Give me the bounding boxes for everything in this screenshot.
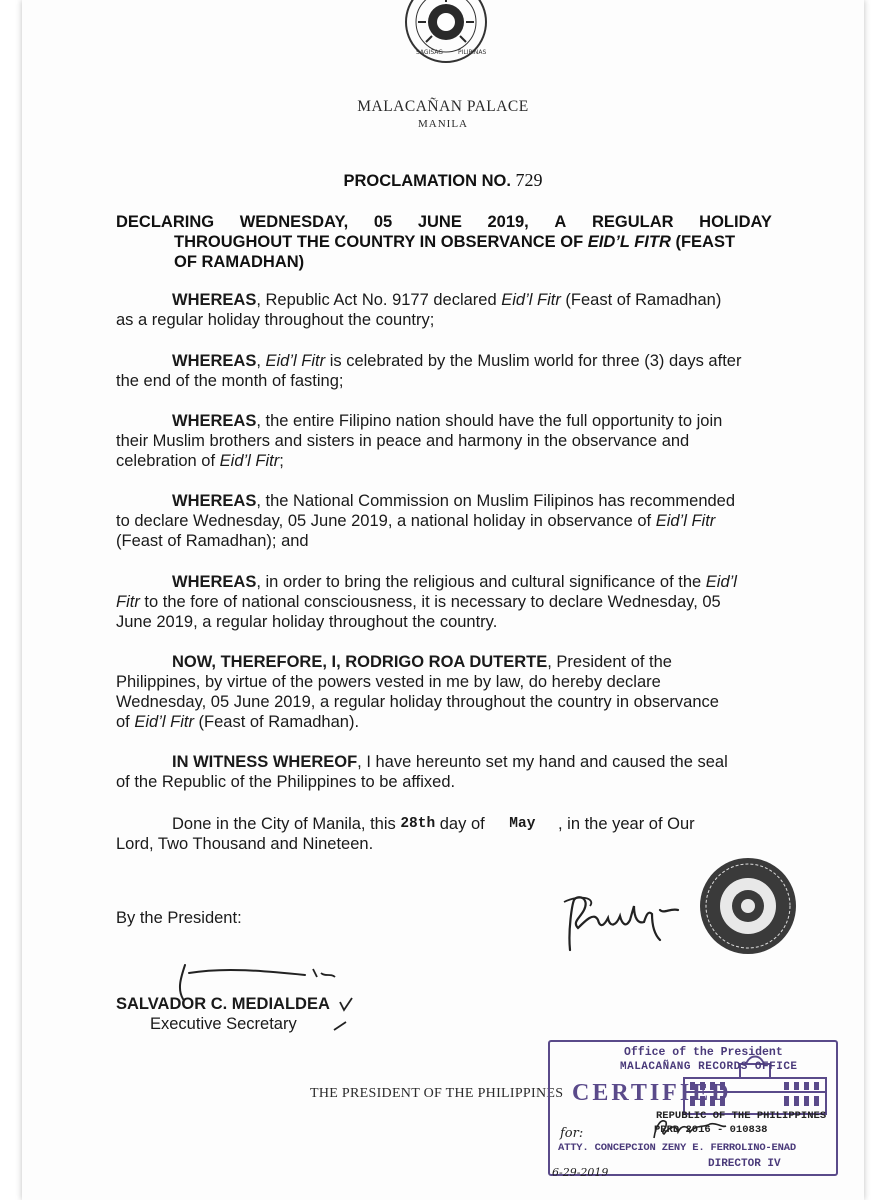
stamp-certified-label: CERTIFIED xyxy=(572,1080,732,1106)
whereas-clause-1: WHEREAS, Republic Act No. 9177 declared Eid’l Fitr (Feast of Ramadhan) as a regular holiday throughout the country; xyxy=(116,291,722,329)
heading-word: A xyxy=(554,213,567,231)
proclamation-heading xyxy=(116,212,772,272)
operative-clause: NOW, THEREFORE, I, RODRIGO ROA DUTERTE, President of the Philippines, by virtue of the powers vested in me by law, do hereby declare Wednesday, 05 June 2019, a regular holiday throughout the country in observance of Eid’l Fitr (Feast of Ramadhan). xyxy=(116,653,719,731)
proclamation-title: PROCLAMATION NO. 729 xyxy=(343,170,543,190)
stamp-attorney-name: ATTY. CONCEPCION ZENY E. FERROLINO-ENAD xyxy=(558,1142,796,1154)
heading-line-1 xyxy=(116,212,772,232)
secretary-title: Executive Secretary xyxy=(150,1015,297,1033)
secretary-name: SALVADOR C. MEDIALDEA xyxy=(116,995,330,1013)
stamp-office: Office of the President xyxy=(624,1046,783,1059)
heading-word: 05 xyxy=(373,213,393,231)
official-seal-stamp-icon xyxy=(696,854,800,958)
heading-line-2: THROUGHOUT THE COUNTRY IN OBSERVANCE OF EID’L FITR (FEAST xyxy=(174,233,736,251)
heading-line-3: OF RAMADHAN) xyxy=(174,253,305,271)
stamp-date-note: 6-29-2019 xyxy=(552,1166,609,1179)
whereas-clause-4: WHEREAS, the National Commission on Muslim Filipinos has recommended to declare Wednesday, 05 June 2019, a national holiday in observance of Eid’l Fitr (Feast of Ramadhan); and xyxy=(116,492,736,550)
president-signature xyxy=(560,880,690,960)
certified-true-copy-stamp xyxy=(548,1040,838,1176)
month-fill-in: May xyxy=(509,816,536,832)
done-clause: Done in the City of Manila, this 28th day of May , in the year of Our Lord, Two Thousand and Nineteen. xyxy=(116,815,695,853)
heading-word: JUNE xyxy=(417,213,462,231)
stamp-prrd-number: PRRD 2016 - 010838 xyxy=(654,1124,768,1136)
svg-text:SAGISAG: SAGISAG xyxy=(416,49,443,56)
heading-word: REGULAR xyxy=(591,213,674,231)
initial-mark-icon xyxy=(326,996,366,1032)
heading-word: DECLARING xyxy=(116,213,215,231)
stamp-for-note: for: xyxy=(560,1126,584,1141)
heading-word: HOLIDAY xyxy=(699,213,772,231)
stamp-records: MALACAÑANG RECORDS OFFICE xyxy=(620,1061,798,1073)
witness-clause: IN WITNESS WHEREOF, I have hereunto set my hand and caused the seal of the Republic of the Philippines to be affixed. xyxy=(116,753,728,791)
footer-letterhead: THE PRESIDENT OF THE PHILIPPINES xyxy=(310,1086,564,1101)
whereas-clause-2: WHEREAS, Eid’l Fitr is celebrated by the Muslim world for three (3) days after the end of the month of fasting; xyxy=(116,352,742,390)
whereas-clause-5: WHEREAS, in order to bring the religious and cultural significance of the Eid’l Fitr to the fore of national consciousness, it is necessary to declare Wednesday, 05 June 2019, a regular holiday throughout the country. xyxy=(116,573,737,631)
palace-header: MALACAÑAN PALACE xyxy=(357,98,529,115)
by-the-president-label: By the President: xyxy=(116,909,242,927)
stamp-republic: REPUBLIC OF THE PHILIPPINES xyxy=(656,1110,827,1122)
heading-word: 2019, xyxy=(487,213,529,231)
city-header: MANILA xyxy=(418,118,468,130)
day-fill-in: 28th xyxy=(400,816,436,832)
presidential-seal-icon xyxy=(400,0,492,70)
certifier-signature xyxy=(650,1114,730,1144)
stamp-director: DIRECTOR IV xyxy=(708,1158,781,1170)
svg-text:PILIPINAS: PILIPINAS xyxy=(458,49,487,56)
whereas-clause-3: WHEREAS, the entire Filipino nation should have the full opportunity to join their Muslim brothers and sisters in peace and harmony in the observance and celebration of Eid’l Fitr ; xyxy=(116,412,723,470)
heading-word: WEDNESDAY, xyxy=(239,213,349,231)
proclamation-number: 729 xyxy=(515,170,543,190)
